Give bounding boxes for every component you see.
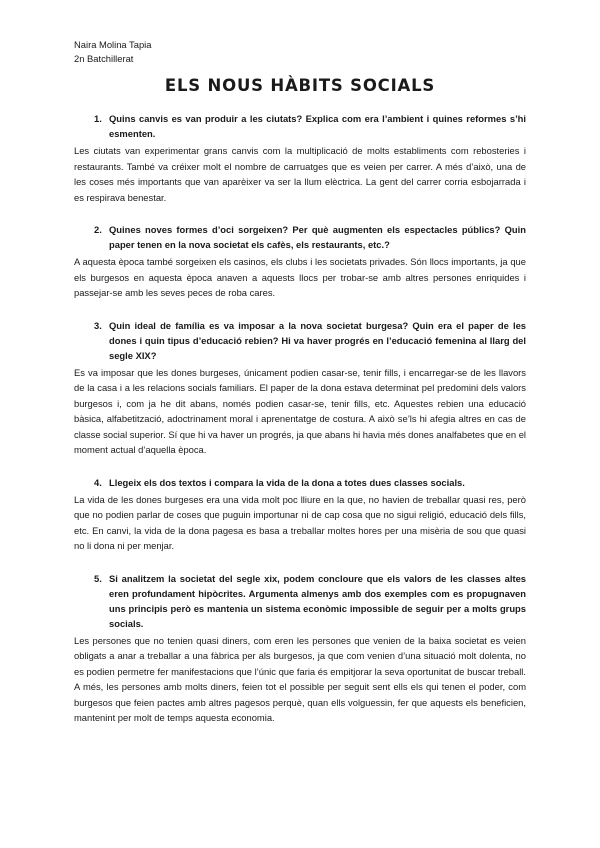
- author-name: Naira Molina Tapia: [74, 39, 152, 50]
- question-number: 3.: [94, 319, 102, 331]
- question-text: Llegeix els dos textos i compara la vida de la dona a totes dues classes socials.: [109, 476, 465, 488]
- document-header: [74, 38, 526, 66]
- question-text: Quines noves formes d’oci sorgeixen? Per què augmenten els espectacles públics? Quin paper tenen en la nova societat els cafès, els restaurants, etc.?: [109, 224, 526, 250]
- section-5: [74, 571, 526, 726]
- section-4: [74, 475, 526, 554]
- question-3: [74, 318, 526, 363]
- answer-3: Es va imposar que les dones burgeses, únicament podien casar-se, tenir fills, i encarregar-se de les llavors de la casa i a les relacions socials familiars. El paper de la dona estava determinat pel predomini dels valors burgesos i, com ja he dit abans, només podien casar-se, tenir fills, etc. Aquestes rebien una educació bàsica, alfabetització, adoctrinament moral i aprenentatge de costura. A això se’ls hi afegia altres en cas de classe social superior. Sí que hi va haver un progrés, ja que abans hi havia més dones analfabetes que en el moment actual d’aquella època.: [74, 366, 526, 455]
- answer-4: La vida de les dones burgeses era una vida molt poc lliure en la que, no havien de treballar quasi res, però que no podien parlar de coses que puguin importunar ni de cap cosa que no sigui religió, educació dels fills, etc. En canvi, la vida de la dona pagesa es basa a treballar moltes hores per una misèria de sou que quasi no li dona ni per menjar.: [74, 493, 526, 551]
- question-5: [74, 571, 526, 631]
- question-text: Quins canvis es van produir a les ciutats? Explica com era l’ambient i quines reformes s’hi esmenten.: [109, 113, 526, 139]
- section-1: [74, 111, 526, 205]
- question-number: 2.: [94, 224, 102, 235]
- question-number: 4.: [94, 476, 102, 488]
- question-number: 5.: [94, 572, 102, 584]
- section-2: [74, 222, 526, 301]
- document-title: ELS NOUS HÀBITS SOCIALS: [164, 76, 436, 95]
- question-1: [74, 111, 526, 141]
- question-text: Quin ideal de família es va imposar a la nova societat burgesa? Quin era el paper de les dones i quin tipus d’educació rebien? Hi va haver progrés en l’educació femenina al llarg del segle XIX?: [109, 319, 526, 361]
- question-text: Si analitzem la societat del segle xix, podem concloure que els valors de les classes altes eren profundament hipòcrites. Argumenta almenys amb dos exemples com es propugnaven uns principis però es mantenia un sistema econòmic impossible de seguir per a molts grups socials.: [109, 572, 526, 629]
- question-2: [74, 222, 526, 252]
- question-number: 1.: [94, 113, 102, 124]
- answer-2: A aquesta època també sorgeixen els casinos, els clubs i les societats privades. Són llocs importants, ja que els burgesos en aquesta època anaven a aquests llocs per trobar-se amb altres persones enriquides i passejar-se amb les seves peces de roba cares.: [74, 256, 526, 298]
- class-name: 2n Batchillerat: [74, 53, 134, 64]
- question-4: [74, 475, 526, 490]
- section-3: [74, 318, 526, 458]
- answer-5: Les persones que no tenien quasi diners, com eren les persones que venien de la baixa societat es veien obligats a anar a treballar a una fàbrica per als burgesos, ja que com venien d’una situació molt dolenta, no es podien permetre fer manifestacions que l’únic que faria és empitjorar la seva oportunitat de buscar treball. A més, les persones amb molts diners, feien tot el possible per seguit sent ells els qui tenen el poder, com burgesos que feien pactes amb altres pagesos perquè, quan ells volguessin, fer que aquests els beneficien, mantenint per molt de temps aquesta economia.: [74, 634, 526, 723]
- answer-1: Les ciutats van experimentar grans canvis com la multiplicació de molts establiments com rebosteries i restaurants. També va créixer molt el nombre de carruatges que es veien per carrer. A més d’això, una de les coses més importants que van aparèixer va ser la llum elèctrica. La gent del carrer corria esbojarrada i es respirava benestar.: [74, 145, 526, 203]
